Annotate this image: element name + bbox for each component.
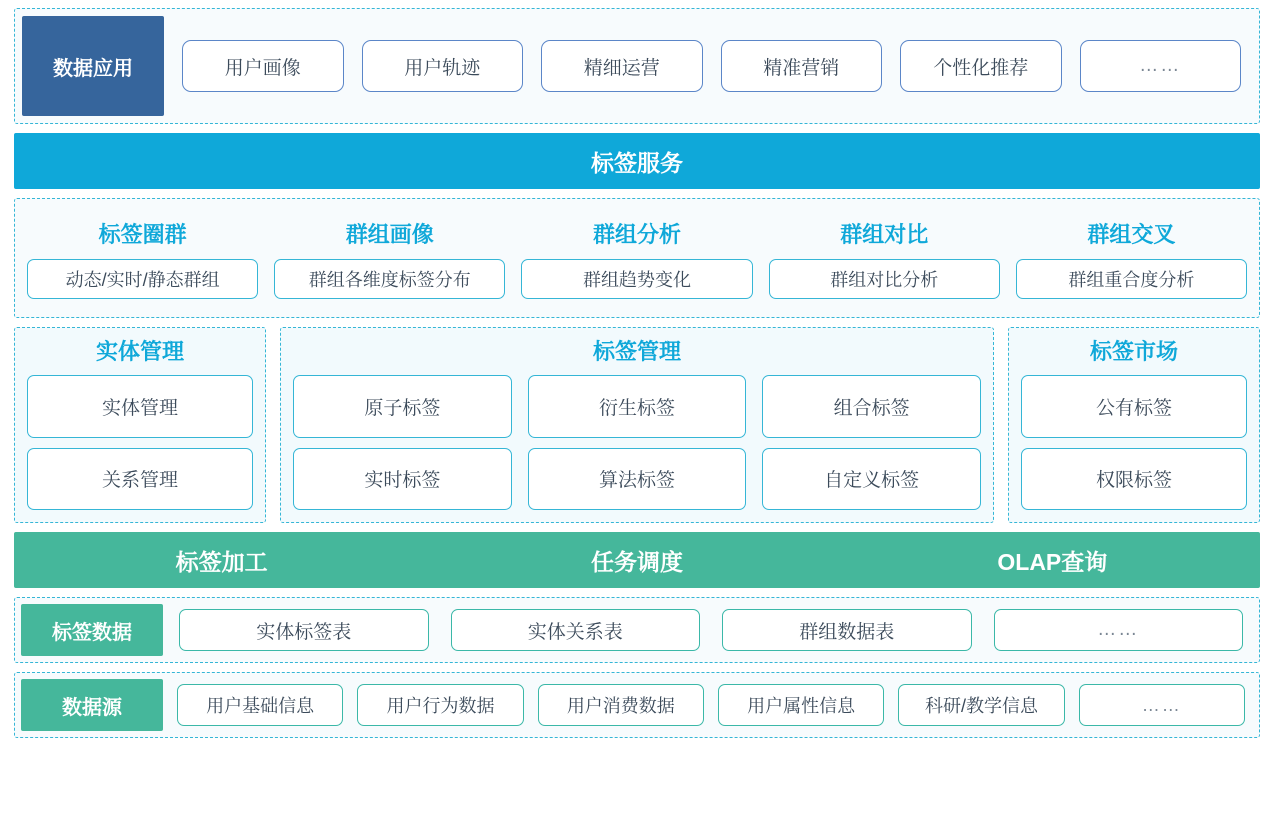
app-item-user-trajectory[interactable]: 用户轨迹 xyxy=(362,40,524,92)
tag-item-atomic-tag[interactable]: 原子标签 xyxy=(293,375,512,438)
tag-data-item-group-data-table[interactable]: 群组数据表 xyxy=(722,609,972,651)
group-item-group-profile[interactable]: 群组各维度标签分布 xyxy=(274,259,505,299)
group-title-group-comparison: 群组对比 xyxy=(840,221,929,247)
tag-service-banner: 标签服务 xyxy=(14,133,1260,189)
group-column-group-intersection xyxy=(1016,218,1247,299)
data-source-items xyxy=(163,673,1259,737)
tag-market-row-2 xyxy=(1021,448,1247,511)
group-title-group-analysis: 群组分析 xyxy=(593,221,682,247)
entity-item-relation-management[interactable]: 关系管理 xyxy=(27,448,253,511)
group-capability-row xyxy=(14,198,1260,318)
tag-data-items xyxy=(163,598,1259,662)
tag-item-custom-tag[interactable]: 自定义标签 xyxy=(762,448,981,511)
group-title-tag-clustering: 标签圈群 xyxy=(98,221,187,247)
entity-management-row-2 xyxy=(27,448,253,511)
group-column-group-profile xyxy=(274,218,505,299)
source-item-user-consumption-data[interactable]: 用户消费数据 xyxy=(538,684,704,726)
group-item-tag-clustering[interactable]: 动态/实时/静态群组 xyxy=(27,259,258,299)
group-title-group-profile: 群组画像 xyxy=(345,221,434,247)
entity-management-row-1 xyxy=(27,375,253,438)
market-item-public-tag[interactable]: 公有标签 xyxy=(1021,375,1247,438)
app-item-precision-marketing[interactable]: 精准营销 xyxy=(721,40,883,92)
source-item-research-teaching-info[interactable]: 科研/教学信息 xyxy=(898,684,1064,726)
group-column-tag-clustering xyxy=(27,218,258,299)
market-item-permission-tag[interactable]: 权限标签 xyxy=(1021,448,1247,511)
source-item-more[interactable]: …… xyxy=(1079,684,1245,726)
tag-item-composite-tag[interactable]: 组合标签 xyxy=(762,375,981,438)
tag-data-label: 标签数据 xyxy=(21,604,163,656)
processing-item-tag-processing: 标签加工 xyxy=(175,548,268,575)
app-item-user-profile[interactable]: 用户画像 xyxy=(182,40,344,92)
group-item-group-analysis[interactable]: 群组趋势变化 xyxy=(521,259,752,299)
data-application-items xyxy=(164,9,1259,123)
app-item-personalized-recommendation[interactable]: 个性化推荐 xyxy=(900,40,1062,92)
tag-data-row xyxy=(14,597,1260,663)
tag-management-items xyxy=(293,375,981,510)
tag-market-title: 标签市场 xyxy=(1089,339,1178,364)
data-source-label: 数据源 xyxy=(21,679,163,731)
tag-market-box xyxy=(1008,327,1260,523)
entity-management-items xyxy=(27,375,253,510)
data-application-label: 数据应用 xyxy=(22,16,164,116)
group-column-group-comparison xyxy=(769,218,1000,299)
tag-data-item-entity-relation-table[interactable]: 实体关系表 xyxy=(451,609,701,651)
processing-item-olap-query: OLAP查询 xyxy=(997,548,1108,575)
processing-banner xyxy=(14,532,1260,588)
entity-management-box xyxy=(14,327,266,523)
source-item-user-behavior-data[interactable]: 用户行为数据 xyxy=(357,684,523,726)
tag-item-algorithm-tag[interactable]: 算法标签 xyxy=(528,448,747,511)
group-title-group-intersection: 群组交叉 xyxy=(1087,221,1176,247)
group-item-group-comparison[interactable]: 群组对比分析 xyxy=(769,259,1000,299)
tag-management-box xyxy=(280,327,994,523)
entity-management-title: 实体管理 xyxy=(95,339,184,364)
tag-management-row-2 xyxy=(293,448,981,511)
tag-management-title: 标签管理 xyxy=(592,339,681,364)
tag-market-items xyxy=(1021,375,1247,510)
tag-market-row-1 xyxy=(1021,375,1247,438)
app-item-fine-operation[interactable]: 精细运营 xyxy=(541,40,703,92)
tag-management-row-1 xyxy=(293,375,981,438)
app-item-more[interactable]: …… xyxy=(1080,40,1242,92)
source-item-user-basic-info[interactable]: 用户基础信息 xyxy=(177,684,343,726)
management-row xyxy=(14,327,1260,523)
source-item-user-attribute-info[interactable]: 用户属性信息 xyxy=(718,684,884,726)
tag-item-derived-tag[interactable]: 衍生标签 xyxy=(528,375,747,438)
entity-item-entity-management[interactable]: 实体管理 xyxy=(27,375,253,438)
tag-data-item-more[interactable]: …… xyxy=(994,609,1244,651)
data-source-row xyxy=(14,672,1260,738)
group-item-group-intersection[interactable]: 群组重合度分析 xyxy=(1016,259,1247,299)
data-application-row xyxy=(14,8,1260,124)
tag-data-item-entity-tag-table[interactable]: 实体标签表 xyxy=(179,609,429,651)
tag-item-realtime-tag[interactable]: 实时标签 xyxy=(293,448,512,511)
processing-item-task-scheduling: 任务调度 xyxy=(590,548,683,575)
group-column-group-analysis xyxy=(521,218,752,299)
